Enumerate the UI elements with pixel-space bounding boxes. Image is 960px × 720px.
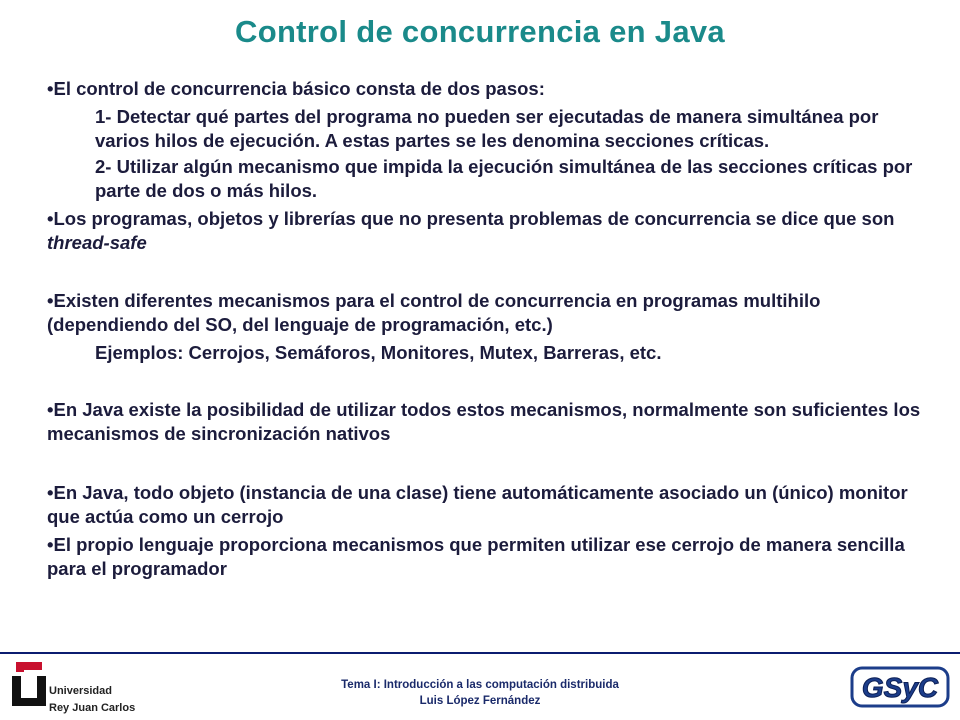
university-name	[49, 683, 135, 717]
footer-author: Luis López Fernández	[419, 695, 541, 707]
bullet-java-mechanisms: •En Java existe la posibilidad de utilizar todos estos mecanismos, normalmente son suficientes los mecanismos de sincronización nativos	[47, 399, 921, 444]
bullet-java-monitor: •En Java, todo objeto (instancia de una clase) tiene automáticamente asociado un (único) monitor que actúa como un cerrojo	[47, 482, 908, 527]
bullet-language-support: •El propio lenguaje proporciona mecanismos que permiten utilizar ese cerrojo de manera sencilla para el programador	[47, 534, 905, 579]
university-line-1: Universidad	[49, 685, 112, 697]
university-line-2: Rey Juan Carlos	[49, 702, 136, 714]
footer-divider	[0, 652, 960, 654]
slide-title: Control de concurrencia en Java	[235, 14, 725, 49]
bullet-thread-safe	[47, 207, 927, 255]
urjc-logo-icon	[10, 660, 50, 720]
step-2: 2- Utilizar algún mecanismo que impida la ejecución simultánea de las secciones críticas por parte de dos o más hilos.	[95, 156, 913, 201]
gsyc-logo-text: GSyC	[861, 672, 939, 703]
mechanism-examples: Ejemplos: Cerrojos, Semáforos, Monitores, Mutex, Barreras, etc.	[95, 342, 662, 363]
thread-safe-text: •Los programas, objetos y librerías que no presenta problemas de concurrencia se dice que son	[47, 208, 895, 229]
footer-topic: Tema I: Introducción a las computación distribuida	[341, 679, 619, 691]
gsyc-logo-icon	[850, 664, 950, 710]
slide-body	[47, 77, 927, 585]
step-1: 1- Detectar qué partes del programa no pueden ser ejecutadas de manera simultánea por varios hilos de ejecución. A estas partes se les denomina secciones críticas.	[95, 106, 879, 151]
footer-credits	[280, 677, 680, 709]
bullet-mechanisms: •Existen diferentes mecanismos para el control de concurrencia en programas multihilo (dependiendo del SO, del lenguaje de programación, etc.)	[47, 290, 821, 335]
thread-safe-term: thread-safe	[47, 232, 147, 253]
bullet-concurrency-steps: •El control de concurrencia básico consta de dos pasos:	[47, 78, 545, 99]
